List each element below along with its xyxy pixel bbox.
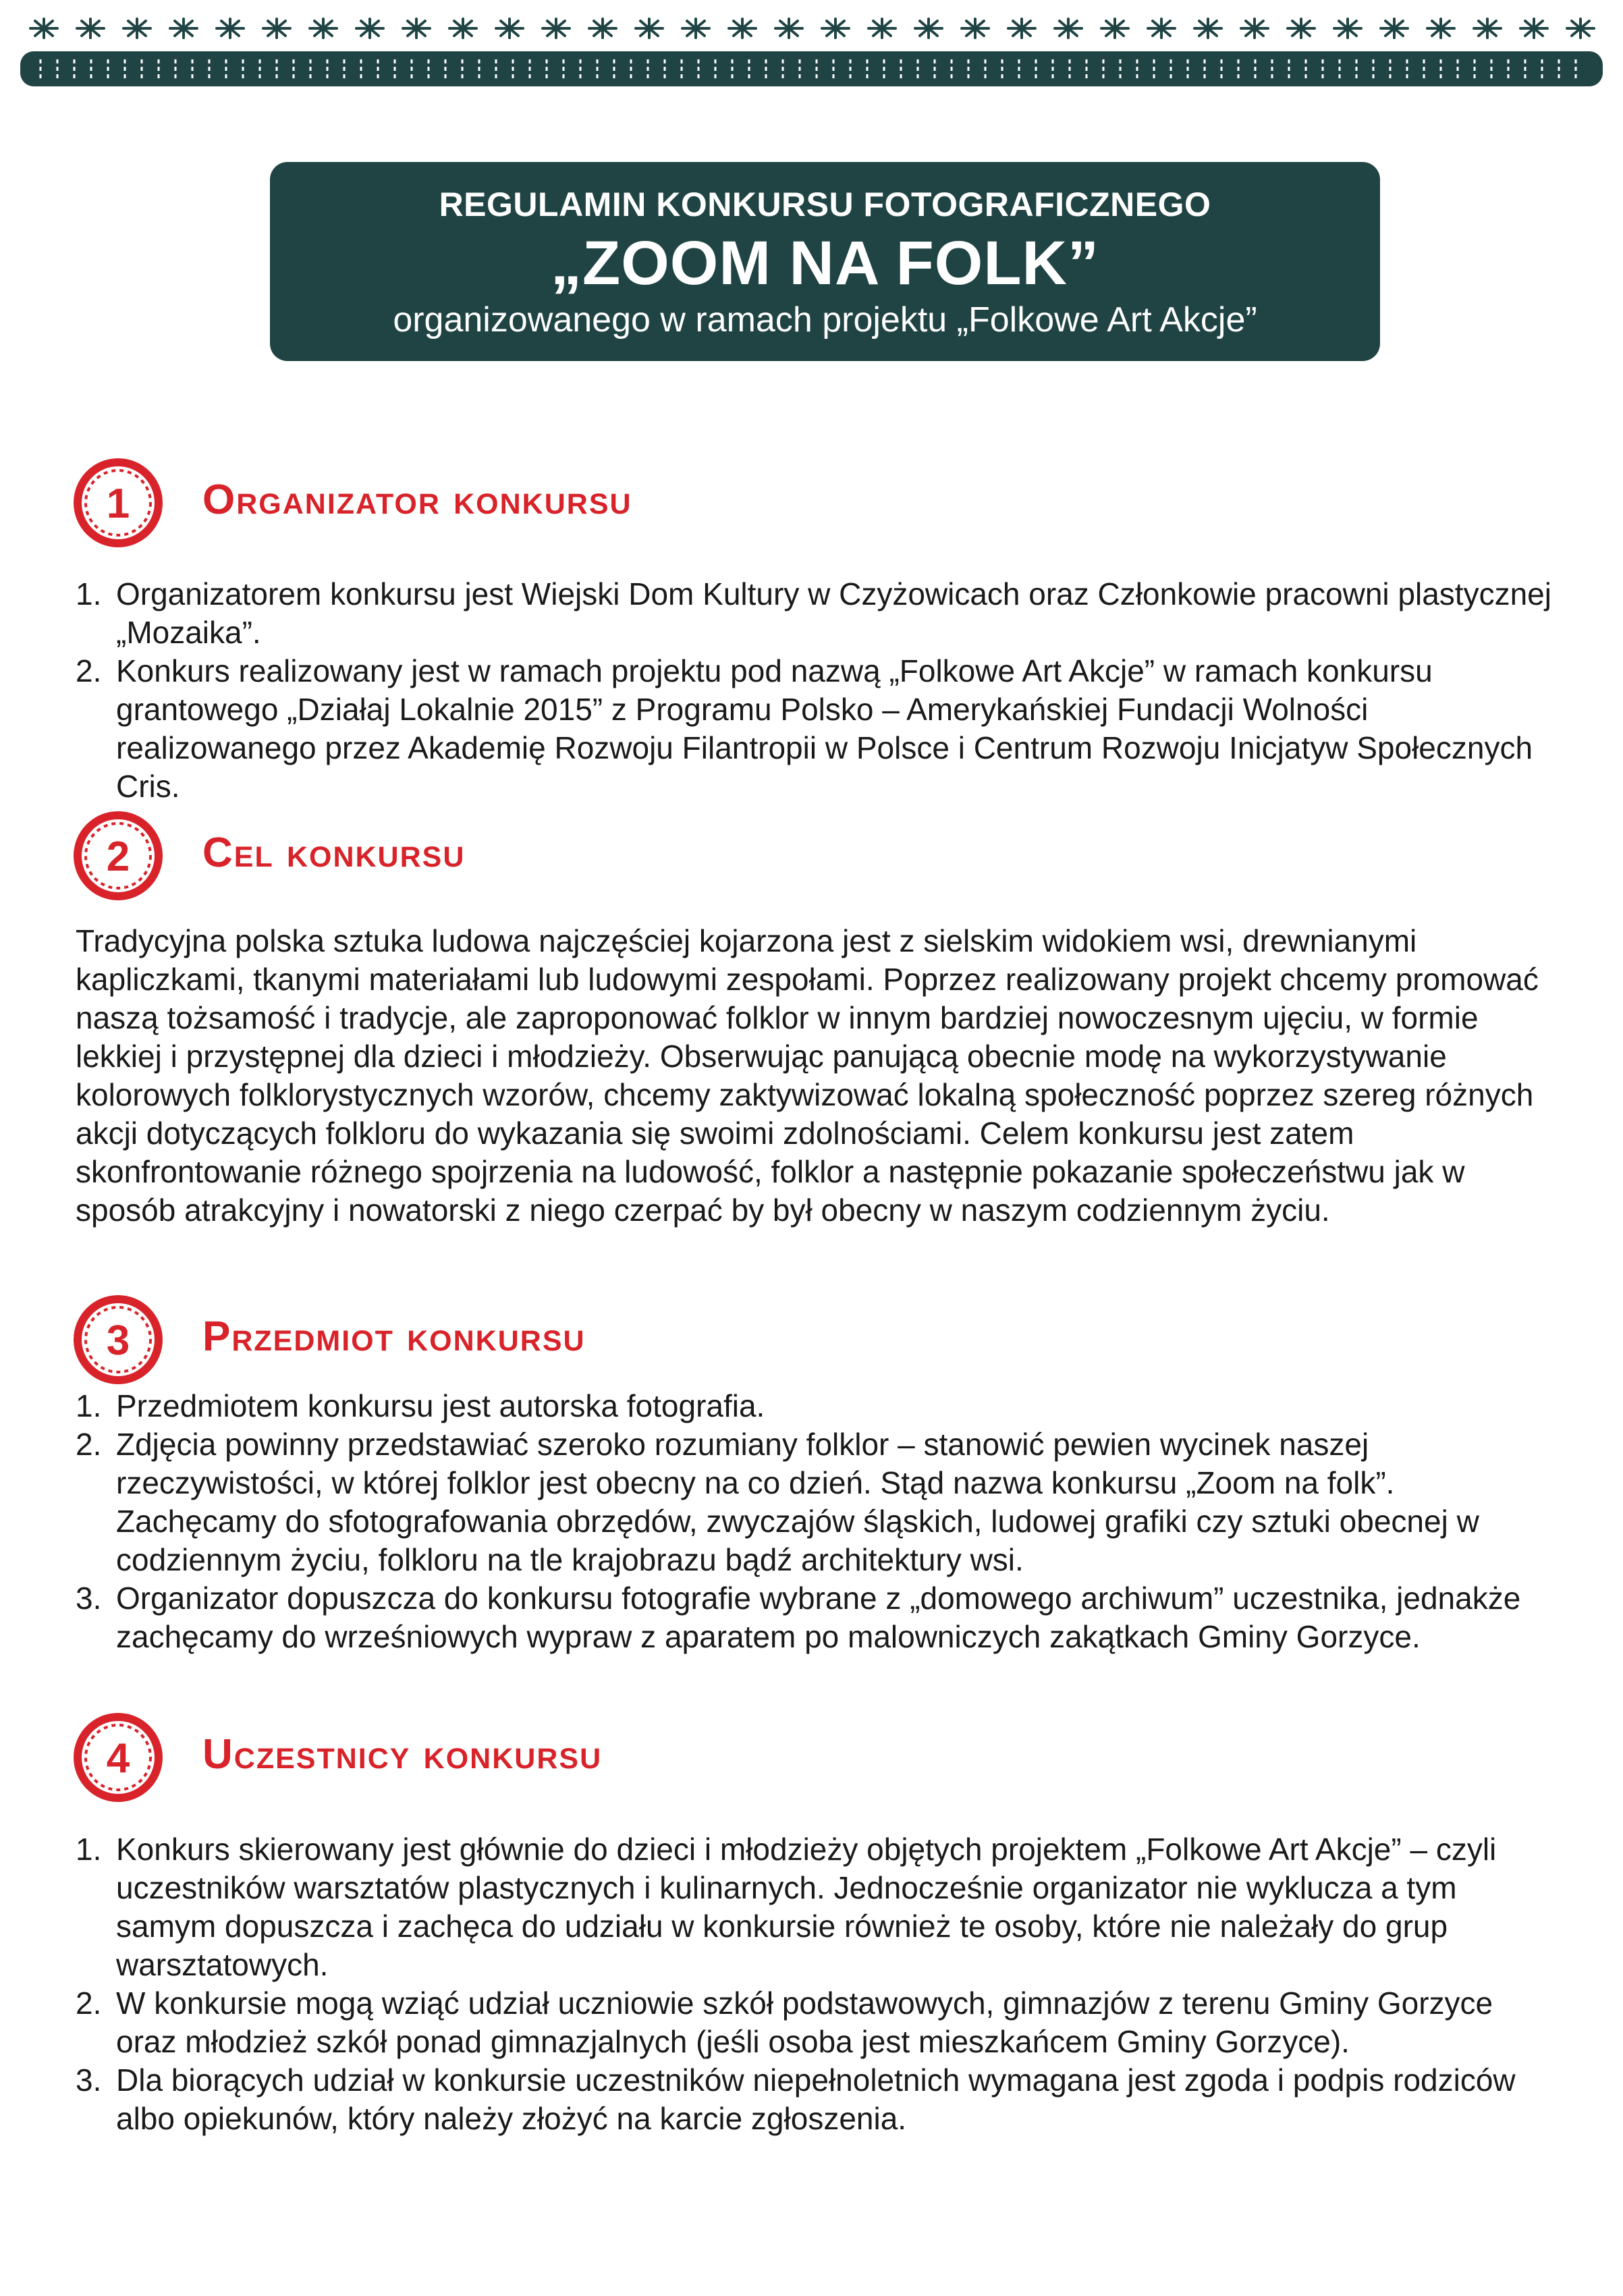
section-4-body — [76, 1830, 1560, 2138]
section-3-heading — [71, 1292, 1286, 1387]
list-item: 1. Przedmiotem konkursu jest autorska fotografia. — [76, 1388, 765, 1423]
list-item: 1. Organizatorem konkursu jest Wiejski Dom Kultury w Czyżowicach oraz Członkowie pracowni plastycznej „Mozaika”. — [76, 576, 1551, 650]
section-paragraph: Tradycyjna polska sztuka ludowa najczęściej kojarzona jest z sielskim widokiem wsi, drewnianymi kapliczkami, tkanymi materiałami lub ludowymi zespołami. Poprzez realizowany projekt chcemy promować naszą tożsamość i tradycje, ale zaproponować folklor w innym bardziej nowoczesnym ujęciu, w formie lekkiej i przystępnej dla dzieci i młodzieży. Obserwując panującą obecnie modę na wykorzystywanie kolorowych folklorystycznych wzorów, chcemy zaktywizować lokalną społeczność poprzez szereg różnych akcji dotyczących folkloru do wykazania się swoimi zdolnościami. Celem konkursu jest zatem skonfrontowanie różnego spojrzenia na ludowość, folklor a następnie pokazanie społeczeństwu jak w sposób atrakcyjny i nowatorski z niego czerpać by był obecny w naszym codziennym życiu. — [76, 923, 1539, 1228]
list-item: 2. Konkurs realizowany jest w ramach projektu pod nazwą „Folkowe Art Akcje” w ramach konkursu grantowego „Działaj Lokalnie 2015” z Programu Polsko – Amerykańskiej Fundacji Wolności realizowanego przez Akademię Rozwoju Filantropii w Polsce i Centrum Rozwoju Inicjatyw Społecznych Cris. — [76, 653, 1533, 804]
section-1-body — [76, 575, 1560, 806]
section-1-heading — [71, 456, 1286, 550]
section-title: Cel konkursu — [202, 829, 466, 876]
section-title: Przedmiot konkursu — [202, 1313, 586, 1360]
list-item: 3. Organizator dopuszcza do konkursu fotografie wybrane z „domowego archiwum” uczestnika, jednakże zachęcamy do wrześniowych wypraw z aparatem po malowniczych zakątkach Gminy Gorzyce. — [76, 1581, 1521, 1654]
section-number: 4 — [106, 1735, 130, 1782]
number-badge-icon — [71, 1710, 165, 1805]
section-title: Uczestnicy konkursu — [202, 1731, 603, 1778]
list-item: 3. Dla biorących udział w konkursie uczestników niepełnoletnich wymagana jest zgoda i podpis rodziców albo opiekunów, który należy złożyć na karcie zgłoszenia. — [76, 2062, 1516, 2136]
subtitle-project: organizowanego w ramach projektu „Folkowe Art Akcje” — [393, 300, 1257, 339]
section-number: 1 — [106, 481, 130, 527]
section-number: 3 — [106, 1317, 130, 1364]
folk-ornament-border — [20, 9, 1603, 90]
number-badge-icon — [71, 809, 165, 903]
section-title: Organizator konkursu — [202, 476, 632, 523]
list-item: 1. Konkurs skierowany jest głównie do dzieci i młodzieży objętych projektem „Folkowe Art Akcje” – czyli uczestników warsztatów plastycznych i kulinarnych. Jednocześnie organizator nie wyklucza a tym samym dopuszcza i zachęca do udziału w konkursie również te osoby, które nie należały do grup warsztatowych. — [76, 1832, 1497, 1982]
list-item: 2. Zdjęcia powinny przedstawiać szeroko rozumiany folklor – stanowić pewien wycinek naszej rzeczywistości, w której folklor jest obecny na co dzień. Stąd nazwa konkursu „Zoom na folk”. Zachęcamy do sfotografowania obrzędów, zwyczajów śląskich, ludowej grafiki czy sztuki obecnej w codziennym życiu, folkloru na tle krajobrazu bądź architektury wsi. — [76, 1427, 1479, 1577]
number-badge-icon — [71, 456, 165, 550]
section-2-heading — [71, 809, 1286, 903]
title-line-regulamin: REGULAMIN KONKURSU FOTOGRAFICZNEGO — [439, 186, 1211, 223]
number-badge-icon — [71, 1292, 165, 1387]
section-2-body — [76, 922, 1557, 1230]
list-item: 2. W konkursie mogą wziąć udział uczniowie szkół podstawowych, gimnazjów z terenu Gminy Gorzyce oraz młodzież szkół ponad gimnazjalnych (jeśli osoba jest mieszkańcem Gminy Gorzyce). — [76, 1986, 1493, 2059]
section-number: 2 — [106, 833, 130, 880]
section-4-heading — [71, 1710, 1286, 1805]
title-line-zoom-na-folk: „ZOOM NA FOLK” — [551, 229, 1099, 298]
title-banner — [270, 162, 1380, 361]
section-3-body — [76, 1387, 1560, 1656]
